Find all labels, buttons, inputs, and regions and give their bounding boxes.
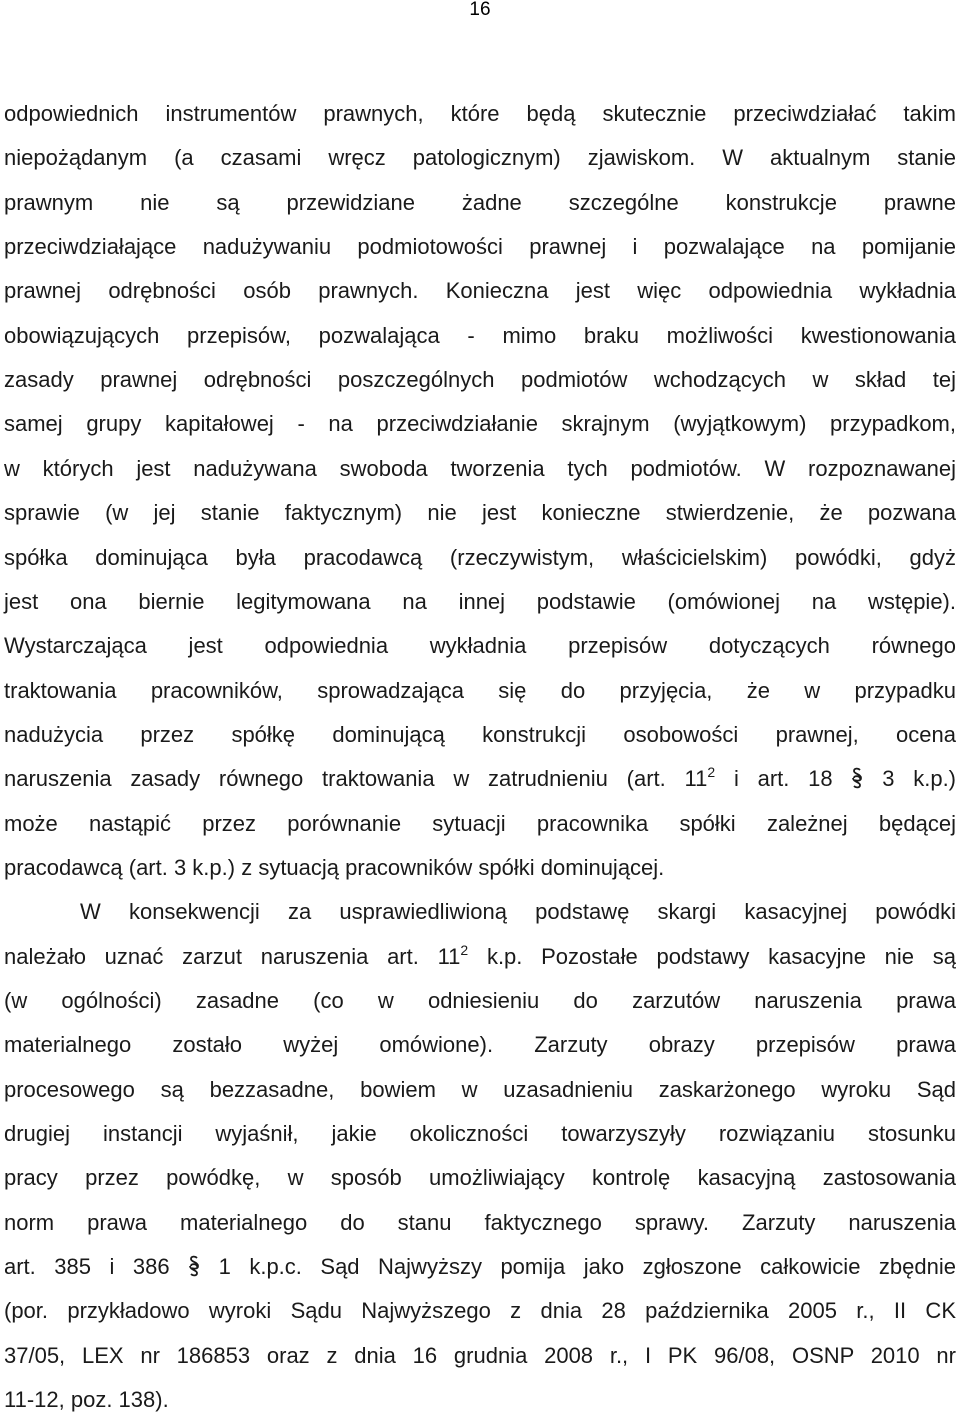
paragraph-sign-icon <box>851 767 863 789</box>
text-line <box>4 1252 956 1282</box>
text-segment: Wystarczająca jest odpowiednia wykładnia przepisów dotyczących równego <box>4 633 956 659</box>
text-segment: norm prawa materialnego do stanu faktycznego sprawy. Zarzuty naruszenia <box>4 1209 956 1235</box>
text-line <box>4 321 956 351</box>
text-segment: przeciwdziałające nadużywaniu podmiotowości prawnej i pozwalające na pomijanie <box>4 234 956 260</box>
text-segment: pracodawcą (art. 3 k.p.) z sytuacją pracowników spółki dominującej. <box>4 854 665 880</box>
text-segment: i art. 18 <box>715 766 852 792</box>
text-segment: niepożądanym (a czasami wręcz patologicznym) zjawiskom. W aktualnym stanie <box>4 145 956 171</box>
text-segment: odpowiednich instrumentów prawnych, które będą skutecznie przeciwdziałać takim <box>4 101 956 126</box>
text-line <box>4 543 956 573</box>
text-line <box>4 409 956 439</box>
text-segment: pracy przez powódkę, w sposób umożliwiający kontrolę kasacyjną zastosowania <box>4 1165 956 1191</box>
text-line <box>4 1163 956 1193</box>
text-segment: spółka dominująca była pracodawcą (rzeczywistym, właścicielskim) powódki, gdyż <box>4 544 956 570</box>
text-segment: prawnej odrębności osób prawnych. Konieczna jest więc odpowiednia wykładnia <box>4 278 956 304</box>
text-segment: sprawie (w jej stanie faktycznym) nie jest konieczne stwierdzenie, że pozwana <box>4 500 956 526</box>
text-line <box>4 232 956 262</box>
text-segment: (w ogólności) zasadne (co w odniesieniu do zarzutów naruszenia prawa <box>4 988 956 1013</box>
text-segment: materialnego zostało wyżej omówione). Zarzuty obrazy przepisów prawa <box>4 1032 956 1058</box>
text-segment: naruszenia zasady równego traktowania w zatrudnieniu (art. 11 <box>4 766 708 792</box>
text-segment: art. 385 i 386 <box>4 1254 189 1280</box>
text-line <box>4 764 956 794</box>
text-segment: może nastąpić przez porównanie sytuacji pracownika spółki zależnej będącej <box>4 810 956 836</box>
text-segment: traktowania pracowników, sprowadzająca się do przyjęcia, że w przypadku <box>4 677 956 703</box>
text-line <box>4 587 956 617</box>
text-segment: procesowego są bezzasadne, bowiem w uzasadnieniu zaskarżonego wyroku Sąd <box>4 1076 956 1102</box>
text-line <box>80 897 956 927</box>
text-line <box>4 365 956 395</box>
text-segment: zasady prawnej odrębności poszczególnych podmiotów wchodzących w skład tej <box>4 367 956 393</box>
text-line <box>4 188 956 218</box>
text-line <box>4 986 956 1016</box>
text-line <box>4 1119 956 1149</box>
text-line <box>4 1341 956 1371</box>
text-segment: nadużycia przez spółkę dominującą konstrukcji osobowości prawnej, ocena <box>4 721 956 747</box>
text-line <box>4 942 956 972</box>
text-segment: k.p. Pozostałe podstawy kasacyjne nie są <box>468 943 956 969</box>
text-line <box>4 1075 956 1105</box>
text-line <box>4 853 956 883</box>
text-line <box>4 99 956 129</box>
text-segment: 1 k.p.c. Sąd Najwyższy pomija jako zgłoszone całkowicie zbędnie <box>200 1254 956 1280</box>
text-segment: W konsekwencji za usprawiedliwioną podstawę skargi kasacyjnej powódki <box>80 899 956 925</box>
text-segment: drugiej instancji wyjaśnił, jakie okoliczności towarzyszyły rozwiązaniu stosunku <box>4 1121 956 1147</box>
text-segment: w których jest nadużywana swoboda tworzenia tych podmiotów. W rozpoznawanej <box>4 455 956 481</box>
text-line <box>4 1296 956 1326</box>
paragraph-sign-icon <box>188 1255 200 1277</box>
text-segment: samej grupy kapitałowej - na przeciwdziałanie skrajnym (wyjątkowym) przypadkom, <box>4 411 956 437</box>
text-line <box>4 1030 956 1060</box>
text-line <box>4 720 956 750</box>
text-line <box>4 498 956 528</box>
text-line <box>4 676 956 706</box>
text-segment: prawnym nie są przewidziane żadne szczególne konstrukcje prawne <box>4 189 956 215</box>
text-segment: 37/05, LEX nr 186853 oraz z dnia 16 grudnia 2008 r., I PK 96/08, OSNP 2010 nr <box>4 1342 956 1368</box>
text-segment: należało uznać zarzut naruszenia art. 11 <box>4 943 461 969</box>
text-line <box>4 143 956 173</box>
text-segment: 3 k.p.) <box>863 766 957 792</box>
text-segment: jest ona biernie legitymowana na innej podstawie (omówionej na wstępie). <box>4 588 956 614</box>
superscript: 2 <box>707 764 716 781</box>
page-number: 16 <box>469 0 491 20</box>
text-segment: obowiązujących przepisów, pozwalająca - mimo braku możliwości kwestionowania <box>4 322 956 348</box>
text-segment: (por. przykładowo wyroki Sądu Najwyższego z dnia 28 października 2005 r., II CK <box>4 1298 956 1324</box>
text-segment: 11-12, poz. 138). <box>4 1387 169 1413</box>
text-line <box>4 1385 956 1415</box>
text-line <box>4 809 956 839</box>
superscript: 2 <box>460 941 469 958</box>
text-line <box>4 276 956 306</box>
text-line <box>4 454 956 484</box>
text-line <box>4 631 956 661</box>
text-line <box>4 1208 956 1238</box>
